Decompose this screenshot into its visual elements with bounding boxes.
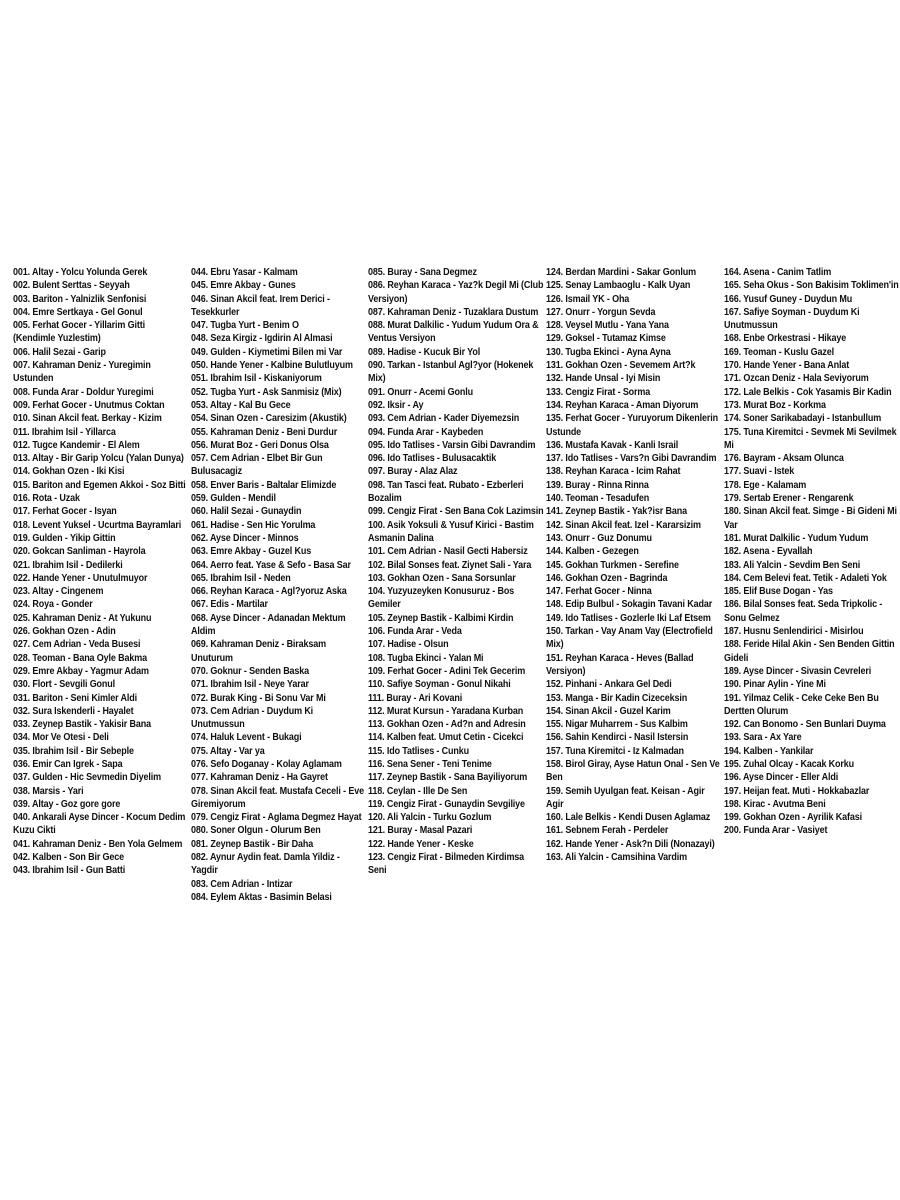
track-entry: 141. Zeynep Bastik - Yak?isr Bana bbox=[546, 506, 687, 518]
track-entry: 018. Levent Yuksel - Ucurtma Bayramlari bbox=[13, 519, 182, 531]
tracklist-column-1 bbox=[13, 266, 208, 878]
track-entry: 093. Cem Adrian - Kader Diyemezsin bbox=[368, 413, 520, 425]
track-entry: 083. Cem Adrian - Intizar bbox=[191, 878, 293, 890]
track-entry: 052. Tugba Yurt - Ask Sanmisiz (Mix) bbox=[191, 386, 342, 398]
track-entry: 031. Bariton - Seni Kimler Aldi bbox=[13, 692, 138, 704]
track-entry: 048. Seza Kirgiz - Igdirin Al Almasi bbox=[191, 333, 333, 345]
track-entry: 087. Kahraman Deniz - Tuzaklara Dustum bbox=[368, 306, 539, 318]
track-entry: 126. Ismail YK - Oha bbox=[546, 293, 630, 305]
track-entry: 062. Ayse Dincer - Minnos bbox=[191, 532, 299, 544]
track-entry: 181. Murat Dalkilic - Yudum Yudum bbox=[724, 532, 869, 544]
track-entry: 197. Heijan feat. Muti - Hokkabazlar bbox=[724, 785, 870, 797]
track-entry: 129. Goksel - Tutamaz Kimse bbox=[546, 333, 666, 345]
track-entry: 172. Lale Belkis - Cok Yasamis Bir Kadin bbox=[724, 386, 892, 398]
track-entry: 019. Gulden - Yikip Gittin bbox=[13, 532, 116, 544]
track-entry: 187. Husnu Senlendirici - Misirlou bbox=[724, 626, 864, 638]
track-entry: 127. Onurr - Yorgun Sevda bbox=[546, 306, 656, 318]
track-entry: 068. Ayse Dincer - Adanadan Mektum Aldim bbox=[191, 612, 346, 638]
track-entry: 184. Cem Belevi feat. Tetik - Adaleti Yok bbox=[724, 572, 887, 584]
track-entry: 033. Zeynep Bastik - Yakisir Bana bbox=[13, 719, 151, 731]
track-entry: 159. Semih Uyulgan feat. Keisan - Agir Agir bbox=[546, 785, 705, 810]
track-entry: 064. Aerro feat. Yase & Sefo - Basa Sar bbox=[191, 559, 351, 571]
track-entry: 146. Gokhan Ozen - Bagrinda bbox=[546, 572, 668, 584]
track-entry: 194. Kalben - Yankilar bbox=[724, 745, 814, 757]
track-entry: 089. Hadise - Kucuk Bir Yol bbox=[368, 346, 481, 358]
track-entry: 039. Altay - Goz gore gore bbox=[13, 798, 121, 810]
track-entry: 171. Ozcan Deniz - Hala Seviyorum bbox=[724, 373, 869, 385]
track-entry: 077. Kahraman Deniz - Ha Gayret bbox=[191, 772, 328, 784]
track-entry: 044. Ebru Yasar - Kalmam bbox=[191, 267, 298, 278]
track-entry: 119. Cengiz Firat - Gunaydin Sevgiliye bbox=[368, 798, 525, 810]
track-entry: 124. Berdan Mardini - Sakar Gonlum bbox=[546, 267, 696, 278]
track-entry: 196. Ayse Dincer - Eller Aldi bbox=[724, 772, 839, 784]
track-entry: 200. Funda Arar - Vasiyet bbox=[724, 825, 828, 837]
track-entry: 116. Sena Sener - Teni Tenime bbox=[368, 758, 492, 770]
track-entry: 123. Cengiz Firat - Bilmeden Kirdimsa Seni bbox=[368, 852, 525, 877]
track-entry: 060. Halil Sezai - Gunaydin bbox=[191, 506, 302, 518]
track-entry: 183. Ali Yalcin - Sevdim Ben Seni bbox=[724, 559, 861, 571]
track-entry: 177. Suavi - Istek bbox=[724, 466, 795, 478]
track-entry: 023. Altay - Cingenem bbox=[13, 586, 104, 598]
track-entry: 050. Hande Yener - Kalbine Bulutluyum bbox=[191, 360, 353, 372]
track-entry: 020. Gokcan Sanliman - Hayrola bbox=[13, 546, 146, 558]
track-entry: 169. Teoman - Kuslu Gazel bbox=[724, 346, 834, 358]
track-entry: 080. Soner Olgun - Olurum Ben bbox=[191, 825, 321, 837]
track-entry: 167. Safiye Soyman - Duydum Ki Unutmussun bbox=[724, 306, 860, 332]
track-entry: 148. Edip Bulbul - Sokagin Tavani Kadar bbox=[546, 599, 713, 611]
track-entry: 160. Lale Belkis - Kendi Dusen Aglamaz bbox=[546, 812, 711, 824]
track-entry: 072. Burak King - Bi Sonu Var Mi bbox=[191, 692, 326, 704]
track-entry: 094. Funda Arar - Kaybeden bbox=[368, 426, 484, 438]
track-entry: 081. Zeynep Bastik - Bir Daha bbox=[191, 838, 314, 850]
track-entry: 103. Gokhan Ozen - Sana Sorsunlar bbox=[368, 572, 516, 584]
track-entry: 128. Veysel Mutlu - Yana Yana bbox=[546, 320, 669, 332]
track-entry: 163. Ali Yalcin - Camsihina Vardim bbox=[546, 852, 687, 864]
tracklist-column-4 bbox=[546, 266, 741, 864]
track-entry: 173. Murat Boz - Korkma bbox=[724, 399, 826, 411]
track-entry: 133. Cengiz Firat - Sorma bbox=[546, 386, 651, 398]
track-entry: 189. Ayse Dincer - Sivasin Cevreleri bbox=[724, 665, 872, 677]
track-entry: 079. Cengiz Firat - Aglama Degmez Hayat bbox=[191, 812, 362, 824]
track-entry: 092. Iksir - Ay bbox=[368, 399, 424, 411]
track-entry: 182. Asena - Eyvallah bbox=[724, 546, 813, 558]
track-entry: 096. Ido Tatlises - Bulusacaktik bbox=[368, 453, 497, 465]
track-entry: 088. Murat Dalkilic - Yudum Yudum Ora & Ventus Versiyon bbox=[368, 320, 539, 345]
track-entry: 059. Gulden - Mendil bbox=[191, 493, 276, 505]
track-entry: 008. Funda Arar - Doldur Yuregimi bbox=[13, 386, 154, 398]
track-entry: 003. Bariton - Yalnizlik Senfonisi bbox=[13, 293, 147, 305]
track-entry: 158. Birol Giray, Ayse Hatun Onal - Sen Ve Ben bbox=[546, 758, 720, 784]
track-entry: 024. Roya - Gonder bbox=[13, 599, 93, 611]
track-entry: 153. Manga - Bir Kadin Cizeceksin bbox=[546, 692, 688, 704]
track-entry: 186. Bilal Sonses feat. Seda Tripkolic - Sonu Gelmez bbox=[724, 599, 883, 624]
track-entry: 078. Sinan Akcil feat. Mustafa Ceceli - Eve Giremiyorum bbox=[191, 785, 364, 810]
track-entry: 178. Ege - Kalamam bbox=[724, 479, 807, 491]
track-entry: 162. Hande Yener - Ask?n Dili (Nonazayi) bbox=[546, 838, 715, 850]
track-entry: 099. Cengiz Firat - Sen Bana Cok Lazimsin bbox=[368, 506, 544, 518]
track-entry: 042. Kalben - Son Bir Gece bbox=[13, 852, 125, 864]
track-entry: 168. Enbe Orkestrasi - Hikaye bbox=[724, 333, 847, 345]
track-entry: 040. Ankarali Ayse Dincer - Kocum Dedim Kuzu Cikti bbox=[13, 812, 186, 837]
track-entry: 036. Emir Can Igrek - Sapa bbox=[13, 758, 123, 770]
track-entry: 101. Cem Adrian - Nasil Gecti Habersiz bbox=[368, 546, 528, 558]
track-entry: 198. Kirac - Avutma Beni bbox=[724, 798, 826, 810]
track-entry: 076. Sefo Doganay - Kolay Aglamam bbox=[191, 758, 342, 770]
track-entry: 037. Gulden - Hic Sevmedin Diyelim bbox=[13, 772, 161, 784]
track-entry: 157. Tuna Kiremitci - Iz Kalmadan bbox=[546, 745, 684, 757]
track-entry: 007. Kahraman Deniz - Yuregimin Ustunden bbox=[13, 360, 151, 385]
track-entry: 074. Haluk Levent - Bukagi bbox=[191, 732, 302, 744]
track-entry: 073. Cem Adrian - Duydum Ki Unutmussun bbox=[191, 705, 314, 731]
track-entry: 136. Mustafa Kavak - Kanli Israil bbox=[546, 439, 679, 451]
track-entry: 142. Sinan Akcil feat. Izel - Kararsizim bbox=[546, 519, 701, 531]
track-entry: 027. Cem Adrian - Veda Busesi bbox=[13, 639, 141, 651]
track-entry: 038. Marsis - Yari bbox=[13, 785, 84, 797]
track-entry: 070. Goknur - Senden Baska bbox=[191, 665, 310, 677]
track-entry: 015. Bariton and Egemen Akkoi - Soz Bitti bbox=[13, 479, 186, 491]
track-entry: 152. Pinhani - Ankara Gel Dedi bbox=[546, 679, 672, 691]
track-entry: 175. Tuna Kiremitci - Sevmek Mi Sevilmek Mi bbox=[724, 426, 897, 451]
track-entry: 034. Mor Ve Otesi - Deli bbox=[13, 732, 109, 744]
track-entry: 030. Flort - Sevgili Gonul bbox=[13, 679, 116, 691]
track-entry: 082. Aynur Aydin feat. Damla Yildiz - Yagdir bbox=[191, 852, 340, 877]
track-entry: 125. Senay Lambaoglu - Kalk Uyan bbox=[546, 280, 691, 292]
track-entry: 022. Hande Yener - Unutulmuyor bbox=[13, 572, 148, 584]
track-entry: 097. Buray - Alaz Alaz bbox=[368, 466, 458, 478]
track-entry: 029. Emre Akbay - Yagmur Adam bbox=[13, 665, 149, 677]
track-entry: 109. Ferhat Gocer - Adini Tek Gecerim bbox=[368, 665, 526, 677]
track-entry: 009. Ferhat Gocer - Unutmus Coktan bbox=[13, 399, 165, 411]
track-entry: 091. Onurr - Acemi Gonlu bbox=[368, 386, 473, 398]
track-entry: 011. Ibrahim Isil - Yillarca bbox=[13, 426, 116, 438]
tracklist-column-3 bbox=[368, 266, 563, 878]
track-entry: 115. Ido Tatlises - Cunku bbox=[368, 745, 469, 757]
track-entry: 021. Ibrahim Isil - Dedilerki bbox=[13, 559, 123, 571]
track-entry: 016. Rota - Uzak bbox=[13, 493, 80, 505]
track-entry: 161. Sebnem Ferah - Perdeler bbox=[546, 825, 669, 837]
track-entry: 147. Ferhat Gocer - Ninna bbox=[546, 586, 652, 598]
track-entry: 135. Ferhat Gocer - Yuruyorum Dikenlerin Ustunde bbox=[546, 413, 718, 438]
track-entry: 061. Hadise - Sen Hic Yorulma bbox=[191, 519, 316, 531]
track-entry: 193. Sara - Ax Yare bbox=[724, 732, 802, 744]
track-entry: 166. Yusuf Guney - Duydun Mu bbox=[724, 293, 853, 305]
track-entry: 035. Ibrahim Isil - Bir Sebeple bbox=[13, 745, 134, 757]
track-entry: 114. Kalben feat. Umut Cetin - Cicekci bbox=[368, 732, 524, 744]
track-entry: 154. Sinan Akcil - Guzel Karim bbox=[546, 705, 671, 717]
track-entry: 075. Altay - Var ya bbox=[191, 745, 265, 757]
track-entry: 120. Ali Yalcin - Turku Gozlum bbox=[368, 812, 492, 824]
track-entry: 112. Murat Kursun - Yaradana Kurban bbox=[368, 705, 524, 717]
track-entry: 149. Ido Tatlises - Gozlerle Iki Laf Etsem bbox=[546, 612, 711, 624]
track-entry: 047. Tugba Yurt - Benim O bbox=[191, 320, 299, 332]
track-entry: 012. Tugce Kandemir - El Alem bbox=[13, 439, 140, 451]
track-entry: 001. Altay - Yolcu Yolunda Gerek bbox=[13, 267, 148, 278]
track-entry: 026. Gokhan Ozen - Adin bbox=[13, 626, 116, 638]
track-entry: 199. Gokhan Ozen - Ayrilik Kafasi bbox=[724, 812, 862, 824]
track-entry: 028. Teoman - Bana Oyle Bakma bbox=[13, 652, 147, 664]
track-entry: 150. Tarkan - Vay Anam Vay (Electrofield Mix) bbox=[546, 626, 713, 651]
track-entry: 010. Sinan Akcil feat. Berkay - Kizim bbox=[13, 413, 162, 425]
track-entry: 055. Kahraman Deniz - Beni Durdur bbox=[191, 426, 338, 438]
track-entry: 138. Reyhan Karaca - Icim Rahat bbox=[546, 466, 681, 478]
track-entry: 067. Edis - Martilar bbox=[191, 599, 268, 611]
track-entry: 066. Reyhan Karaca - Agl?yoruz Aska bbox=[191, 586, 347, 598]
track-entry: 004. Emre Sertkaya - Gel Gonul bbox=[13, 306, 143, 318]
track-entry: 176. Bayram - Aksam Olunca bbox=[724, 453, 844, 465]
track-entry: 090. Tarkan - Istanbul Agl?yor (Hokenek Mix) bbox=[368, 360, 534, 385]
track-entry: 110. Safiye Soyman - Gonul Nikahi bbox=[368, 679, 511, 691]
track-entry: 117. Zeynep Bastik - Sana Bayiliyorum bbox=[368, 772, 528, 784]
track-entry: 014. Gokhan Ozen - Iki Kisi bbox=[13, 466, 125, 478]
track-entry: 190. Pinar Aylin - Yine Mi bbox=[724, 679, 826, 691]
track-entry: 058. Enver Baris - Baltalar Elimizde bbox=[191, 479, 337, 491]
track-entry: 084. Eylem Aktas - Basimin Belasi bbox=[191, 891, 332, 903]
track-entry: 130. Tugba Ekinci - Ayna Ayna bbox=[546, 346, 671, 358]
track-entry: 165. Seha Okus - Son Bakisim Toklimen'in bbox=[724, 280, 899, 292]
track-entry: 121. Buray - Masal Pazari bbox=[368, 825, 473, 837]
tracklist-column-5 bbox=[724, 266, 900, 838]
track-entry: 107. Hadise - Olsun bbox=[368, 639, 449, 651]
track-entry: 179. Sertab Erener - Rengarenk bbox=[724, 493, 854, 505]
track-entry: 151. Reyhan Karaca - Heves (Ballad Versiyon) bbox=[546, 652, 694, 677]
track-entry: 013. Altay - Bir Garip Yolcu (Yalan Dunya) bbox=[13, 453, 184, 465]
track-entry: 137. Ido Tatlises - Vars?n Gibi Davrandim bbox=[546, 453, 717, 465]
track-entry: 111. Buray - Ari Kovani bbox=[368, 692, 463, 704]
track-entry: 134. Reyhan Karaca - Aman Diyorum bbox=[546, 399, 699, 411]
track-entry: 051. Ibrahim Isil - Kiskaniyorum bbox=[191, 373, 322, 385]
track-entry: 095. Ido Tatlises - Varsin Gibi Davrandim bbox=[368, 439, 536, 451]
track-entry: 005. Ferhat Gocer - Yillarim Gitti (Kendimle Yuzlestim) bbox=[13, 320, 145, 345]
track-entry: 155. Nigar Muharrem - Sus Kalbim bbox=[546, 719, 688, 731]
track-entry: 102. Bilal Sonses feat. Ziynet Sali - Yara bbox=[368, 559, 532, 571]
track-entry: 156. Sahin Kendirci - Nasil Istersin bbox=[546, 732, 689, 744]
track-entry: 100. Asik Yoksuli & Yusuf Kirici - Bastim Asmanin Dalina bbox=[368, 519, 534, 544]
track-entry: 057. Cem Adrian - Elbet Bir Gun Bulusacagiz bbox=[191, 453, 323, 478]
track-entry: 086. Reyhan Karaca - Yaz?k Degil Mi (Club Versiyon) bbox=[368, 280, 544, 305]
track-entry: 017. Ferhat Gocer - Isyan bbox=[13, 506, 117, 518]
track-entry: 006. Halil Sezai - Garip bbox=[13, 346, 106, 358]
track-entry: 045. Emre Akbay - Gunes bbox=[191, 280, 296, 292]
track-entry: 056. Murat Boz - Geri Donus Olsa bbox=[191, 439, 329, 451]
track-entry: 085. Buray - Sana Degmez bbox=[368, 267, 477, 278]
track-entry: 063. Emre Akbay - Guzel Kus bbox=[191, 546, 312, 558]
track-entry: 105. Zeynep Bastik - Kalbimi Kirdin bbox=[368, 612, 514, 624]
track-entry: 043. Ibrahim Isil - Gun Batti bbox=[13, 865, 126, 877]
track-entry: 170. Hande Yener - Bana Anlat bbox=[724, 360, 850, 372]
track-entry: 069. Kahraman Deniz - Biraksam Unuturum bbox=[191, 639, 327, 664]
track-entry: 140. Teoman - Tesadufen bbox=[546, 493, 650, 505]
track-entry: 049. Gulden - Kiymetimi Bilen mi Var bbox=[191, 346, 343, 358]
track-entry: 065. Ibrahim Isil - Neden bbox=[191, 572, 291, 584]
track-entry: 192. Can Bonomo - Sen Bunlari Duyma bbox=[724, 719, 886, 731]
track-entry: 144. Kalben - Gezegen bbox=[546, 546, 639, 558]
track-entry: 174. Soner Sarikabadayi - Istanbullum bbox=[724, 413, 882, 425]
track-entry: 195. Zuhal Olcay - Kacak Korku bbox=[724, 758, 855, 770]
track-entry: 041. Kahraman Deniz - Ben Yola Gelmem bbox=[13, 838, 183, 850]
track-entry: 098. Tan Tasci feat. Rubato - Ezberleri Bozalim bbox=[368, 479, 524, 505]
track-entry: 032. Sura Iskenderli - Hayalet bbox=[13, 705, 134, 717]
track-entry: 104. Yuzyuzeyken Konusuruz - Bos Gemiler bbox=[368, 586, 515, 611]
track-entry: 046. Sinan Akcil feat. Irem Derici - Tesekkurler bbox=[191, 293, 330, 318]
track-entry: 106. Funda Arar - Veda bbox=[368, 626, 462, 638]
track-entry: 108. Tugba Ekinci - Yalan Mi bbox=[368, 652, 484, 664]
track-entry: 071. Ibrahim Isil - Neye Yarar bbox=[191, 679, 309, 691]
track-entry: 054. Sinan Ozen - Caresizim (Akustik) bbox=[191, 413, 347, 425]
track-entry: 188. Feride Hilal Akin - Sen Benden Gittin Gideli bbox=[724, 639, 895, 664]
track-entry: 145. Gokhan Turkmen - Serefine bbox=[546, 559, 679, 571]
track-entry: 180. Sinan Akcil feat. Simge - Bi Gideni Mi Var bbox=[724, 506, 897, 531]
track-entry: 164. Asena - Canim Tatlim bbox=[724, 267, 832, 278]
track-entry: 139. Buray - Rinna Rinna bbox=[546, 479, 649, 491]
track-entry: 002. Bulent Serttas - Seyyah bbox=[13, 280, 130, 292]
track-entry: 122. Hande Yener - Keske bbox=[368, 838, 474, 850]
track-entry: 118. Ceylan - Ille De Sen bbox=[368, 785, 468, 797]
track-entry: 025. Kahraman Deniz - At Yukunu bbox=[13, 612, 152, 624]
track-entry: 191. Yilmaz Celik - Ceke Ceke Ben Bu Dertten Olurum bbox=[724, 692, 879, 717]
track-entry: 132. Hande Unsal - Iyi Misin bbox=[546, 373, 661, 385]
track-entry: 143. Onurr - Guz Donumu bbox=[546, 532, 652, 544]
track-entry: 131. Gokhan Ozen - Sevemem Art?k bbox=[546, 360, 696, 372]
track-entry: 053. Altay - Kal Bu Gece bbox=[191, 399, 291, 411]
track-entry: 113. Gokhan Ozen - Ad?n and Adresin bbox=[368, 719, 526, 731]
tracklist-column-2 bbox=[191, 266, 386, 904]
track-entry: 185. Elif Buse Dogan - Yas bbox=[724, 586, 833, 598]
